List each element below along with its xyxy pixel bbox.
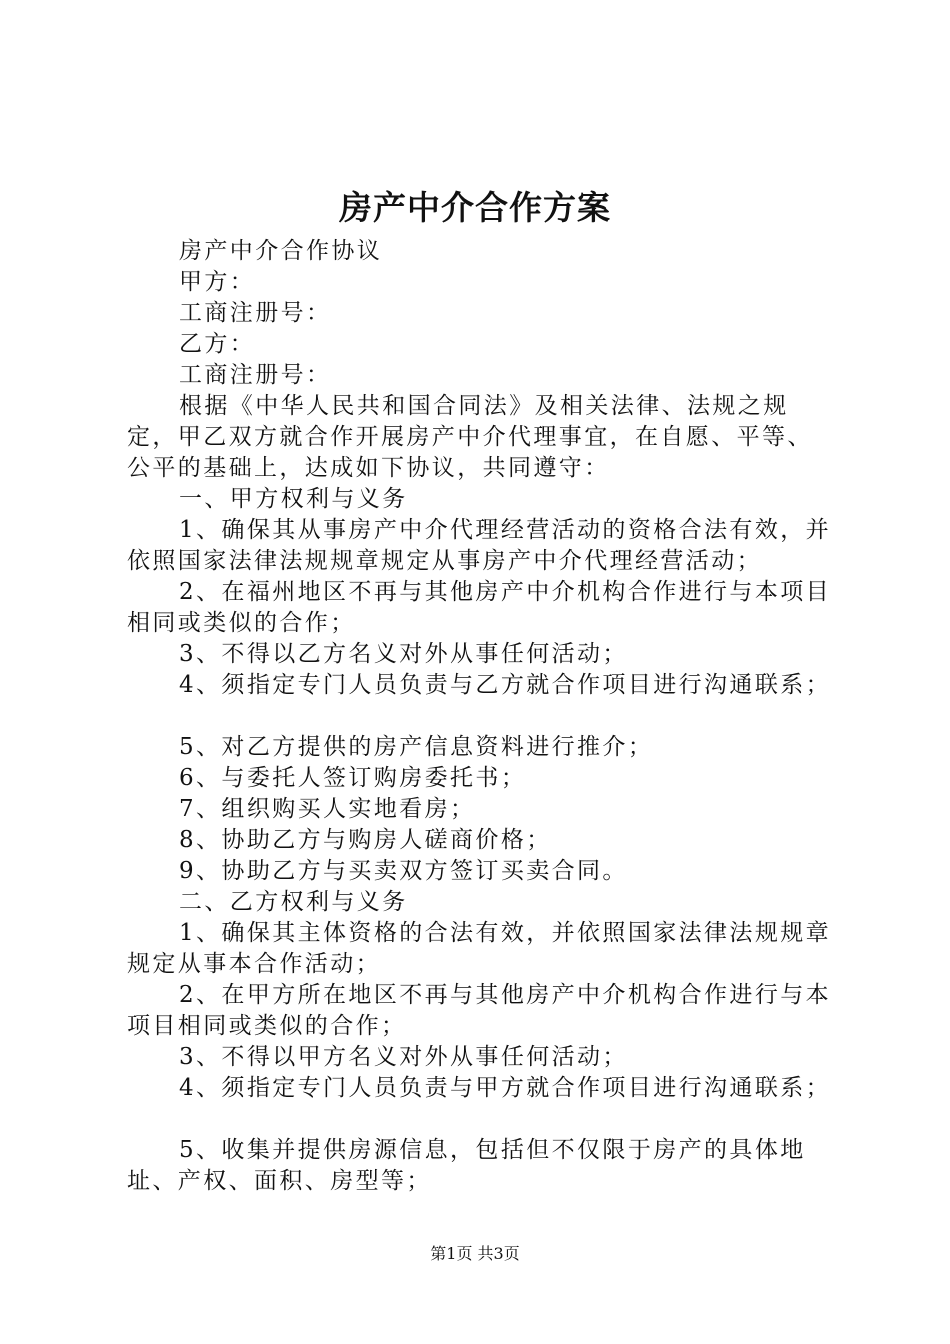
paragraph-b-item-3: 3、不得以甲方名义对外从事任何活动； xyxy=(179,1044,628,1070)
section-heading-party-a: 一、甲方权利与义务 xyxy=(179,486,408,512)
paragraph-agreement-name: 房产中介合作协议 xyxy=(179,238,383,264)
paragraph-a-item-2: 2、在福州地区不再与其他房产中介机构合作进行与本项目相同或类似的合作； xyxy=(127,579,832,636)
paragraph-b-item-5: 5、收集并提供房源信息，包括但不仅限于房产的具体地址、产权、面积、房型等； xyxy=(127,1137,806,1194)
paragraph-party-a-reg: 工商注册号： xyxy=(179,300,332,326)
paragraph-a-item-7: 7、组织购买人实地看房； xyxy=(179,796,476,822)
paragraph-a-item-6: 6、与委托人签订购房委托书； xyxy=(179,765,527,791)
paragraph-a-item-4: 4、须指定专门人员负责与乙方就合作项目进行沟通联系； xyxy=(179,672,832,698)
page-footer: 第1页 共3页 xyxy=(430,1244,520,1263)
blank-line xyxy=(127,1104,833,1135)
section-heading-party-b: 二、乙方权利与义务 xyxy=(179,889,408,915)
paragraph-party-a: 甲方： xyxy=(179,269,256,295)
paragraph-a-item-1: 1、确保其从事房产中介代理经营活动的资格合法有效，并依照国家法律法规规章规定从事房产中介代理经营活动； xyxy=(127,517,832,574)
paragraph-b-item-2: 2、在甲方所在地区不再与其他房产中介机构合作进行与本项目相同或类似的合作； xyxy=(127,982,832,1039)
paragraph-b-item-1: 1、确保其主体资格的合法有效，并依照国家法律法规规章规定从事本合作活动； xyxy=(127,920,832,977)
paragraph-a-item-9: 9、协助乙方与买卖双方签订买卖合同。 xyxy=(179,858,628,884)
paragraph-a-item-8: 8、协助乙方与购房人磋商价格； xyxy=(179,827,552,853)
document-body xyxy=(127,236,833,1197)
paragraph-a-item-5: 5、对乙方提供的房产信息资料进行推介； xyxy=(179,734,654,760)
paragraph-b-item-4: 4、须指定专门人员负责与甲方就合作项目进行沟通联系； xyxy=(179,1075,832,1101)
paragraph-party-b-reg: 工商注册号： xyxy=(179,362,332,388)
paragraph-a-item-3: 3、不得以乙方名义对外从事任何活动； xyxy=(179,641,628,667)
document-title: 房产中介合作方案 xyxy=(339,188,611,227)
paragraph-preamble: 根据《中华人民共和国合同法》及相关法律、法规之规定，甲乙双方就合作开展房产中介代理事宜，在自愿、平等、公平的基础上，达成如下协议，共同遵守： xyxy=(127,393,813,481)
paragraph-party-b: 乙方： xyxy=(179,331,256,357)
blank-line xyxy=(127,701,833,732)
